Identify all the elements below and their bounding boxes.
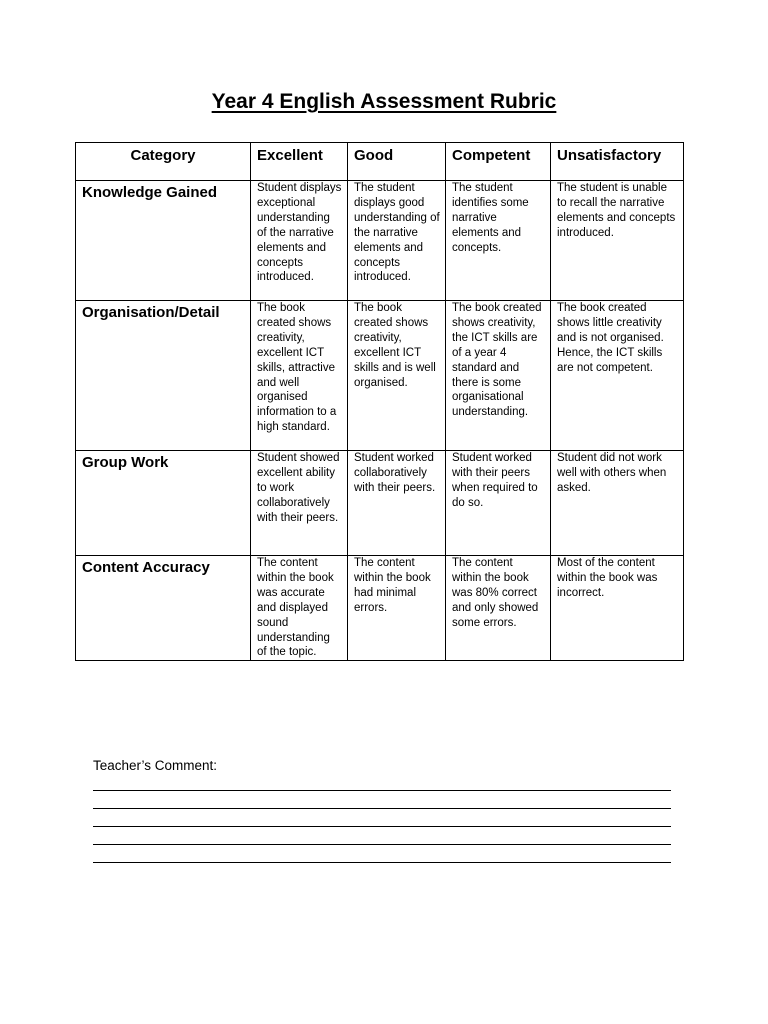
comment-line[interactable]: [93, 862, 671, 863]
rubric-table: [75, 142, 684, 661]
row-category-label: Organisation/Detail: [82, 304, 220, 321]
row-category-label: Content Accuracy: [82, 559, 210, 576]
table-row: [76, 181, 684, 301]
cell-text: The content within the book was 80% correct and only showed some errors.: [452, 557, 539, 629]
table-row: [76, 451, 684, 556]
table-cell: [251, 451, 348, 556]
table-cell: [348, 451, 446, 556]
cell-text: Student did not work well with others when asked.: [557, 452, 667, 494]
cell-text: The book created shows creativity, excellent ICT skills and is well organised.: [354, 302, 436, 389]
table-cell: [348, 556, 446, 661]
row-category-label: Knowledge Gained: [82, 184, 218, 201]
table-cell: [551, 301, 684, 451]
cell-text: Most of the content within the book was incorrect.: [557, 557, 658, 599]
table-cell: [446, 301, 551, 451]
table-header-row: [76, 143, 684, 181]
cell-text: Student worked with their peers when required to do so.: [452, 452, 538, 509]
cell-text: The student displays good understanding of the narrative elements and concepts introduced.: [354, 182, 440, 284]
cell-text: The book created shows creativity, excellent ICT skills, attractive and well organised information to a high standard.: [257, 302, 337, 434]
comment-line[interactable]: [93, 826, 671, 827]
table-cell: [446, 181, 551, 301]
row-category-cell: [76, 301, 251, 451]
cell-text: The student identifies some narrative elements and concepts.: [452, 182, 529, 254]
header-excellent: Excellent: [251, 143, 348, 181]
comment-line[interactable]: [93, 808, 671, 809]
cell-text: Student showed excellent ability to work collaboratively with their peers.: [257, 452, 340, 524]
table-cell: [251, 556, 348, 661]
header-unsatisfactory: Unsatisfactory: [551, 143, 684, 181]
cell-text: The book created shows creativity, the ICT skills are of a year 4 standard and there is some organisational understanding.: [452, 302, 542, 419]
table-cell: [446, 556, 551, 661]
table-cell: [446, 451, 551, 556]
comment-line[interactable]: [93, 790, 671, 791]
row-category-cell: [76, 181, 251, 301]
cell-text: The content within the book had minimal errors.: [354, 557, 431, 614]
row-category-cell: [76, 451, 251, 556]
table-row: [76, 301, 684, 451]
table-cell: [251, 181, 348, 301]
cell-text: The book created shows little creativity and is not organised. Hence, the ICT skills are not competent.: [557, 302, 664, 374]
table-cell: [348, 181, 446, 301]
header-good: Good: [348, 143, 446, 181]
teacher-comment-label: Teacher’s Comment:: [93, 758, 218, 773]
comment-line[interactable]: [93, 844, 671, 845]
row-category-cell: [76, 556, 251, 661]
cell-text: Student worked collaboratively with their peers.: [354, 452, 436, 494]
table-cell: [348, 301, 446, 451]
row-category-label: Group Work: [82, 454, 169, 471]
table-cell: [551, 451, 684, 556]
cell-text: Student displays exceptional understanding of the narrative elements and concepts introduced.: [257, 182, 342, 284]
page-title: Year 4 English Assessment Rubric: [211, 90, 557, 113]
header-category: Category: [76, 143, 251, 181]
cell-text: The student is unable to recall the narrative elements and concepts introduced.: [557, 182, 676, 239]
cell-text: The content within the book was accurate and displayed sound understanding of the topic.: [257, 557, 334, 659]
table-cell: [551, 181, 684, 301]
table-cell: [551, 556, 684, 661]
table-row: [76, 556, 684, 661]
header-competent: Competent: [446, 143, 551, 181]
table-cell: [251, 301, 348, 451]
